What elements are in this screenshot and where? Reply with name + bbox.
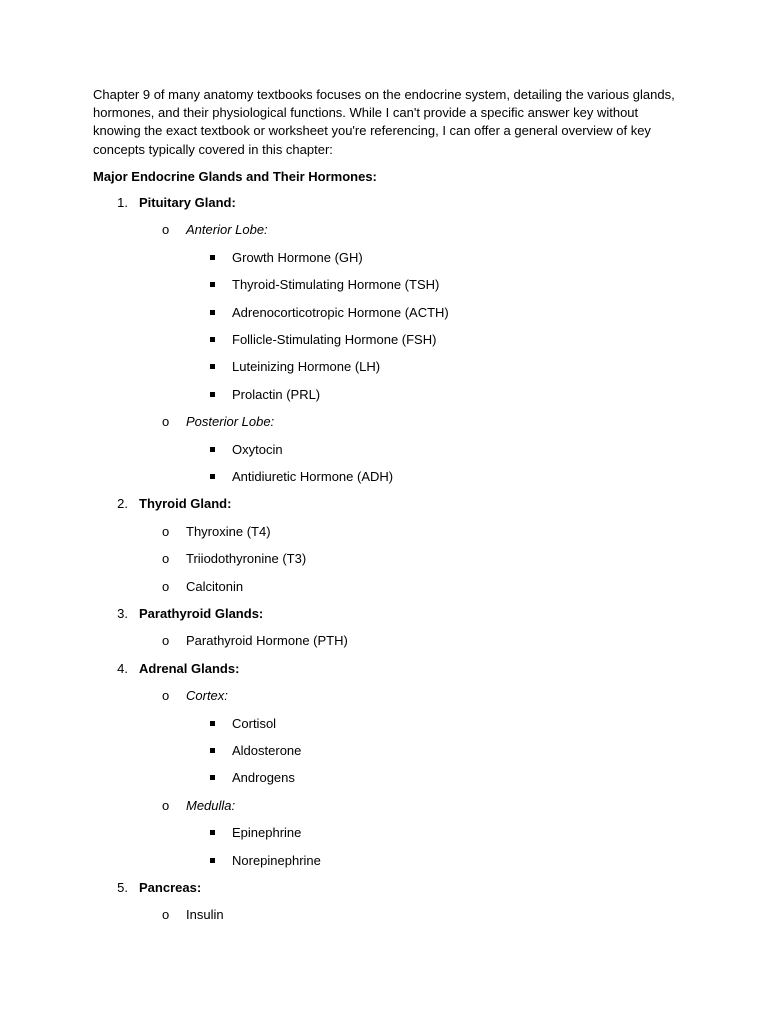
hormone-item: Thyroid-Stimulating Hormone (TSH)	[232, 277, 440, 293]
section-heading: Major Endocrine Glands and Their Hormones:	[93, 169, 377, 184]
square-bullet-icon	[210, 337, 215, 342]
square-bullet-icon	[210, 447, 215, 452]
square-bullet-icon	[210, 282, 215, 287]
hormone-item: Cortisol	[232, 715, 277, 731]
hormone-item: Follicle-Stimulating Hormone (FSH)	[232, 332, 437, 347]
square-bullet-icon	[210, 392, 215, 397]
hormone-item: Prolactin (PRL)	[232, 386, 321, 402]
hormone-item: Calcitonin	[186, 578, 244, 594]
list-number: 5.	[117, 880, 128, 895]
gland-name: Adrenal Glands:	[139, 660, 240, 676]
square-bullet-icon	[210, 364, 215, 369]
list-number: 3.	[117, 606, 128, 621]
circle-bullet-icon: o	[162, 907, 170, 923]
circle-bullet-icon: o	[162, 797, 170, 813]
gland-name: Parathyroid Glands:	[139, 606, 264, 621]
hormone-item: Thyroxine (T4)	[186, 523, 271, 539]
hormone-item: Androgens	[232, 770, 295, 786]
hormone-item: Epinephrine	[232, 825, 302, 841]
sub-section-label: Cortex:	[186, 688, 228, 704]
hormone-item: Adrenocorticotropic Hormone (ACTH)	[232, 304, 449, 320]
square-bullet-icon	[210, 474, 215, 479]
gland-name: Pancreas:	[139, 880, 202, 895]
hormone-item: Norepinephrine	[232, 852, 321, 868]
intro-paragraph: Chapter 9 of many anatomy textbooks focuses on the endocrine system, detailing the various glands, hormones, and their physiological functions. While I can't provide a specific answer key without knowing the exact textbook or worksheet you're referencing, I can offer a general overview of key concepts typically covered in this chapter:	[93, 87, 675, 157]
square-bullet-icon	[210, 775, 215, 780]
circle-bullet-icon: o	[162, 523, 170, 539]
square-bullet-icon	[210, 255, 215, 260]
circle-bullet-icon: o	[162, 633, 170, 649]
hormone-item: Aldosterone	[232, 743, 302, 758]
square-bullet-icon	[210, 748, 215, 753]
hormone-item: Parathyroid Hormone (PTH)	[186, 633, 348, 649]
hormone-item: Triiodothyronine (T3)	[186, 551, 307, 567]
hormone-item: Insulin	[186, 907, 224, 923]
hormone-item: Antidiuretic Hormone (ADH)	[232, 469, 394, 484]
square-bullet-icon	[210, 310, 215, 315]
square-bullet-icon	[210, 858, 215, 863]
circle-bullet-icon: o	[162, 551, 170, 567]
hormone-item: Luteinizing Hormone (LH)	[232, 359, 381, 375]
list-number: 4.	[117, 660, 128, 676]
sub-section-label: Posterior Lobe:	[186, 414, 275, 430]
circle-bullet-icon: o	[162, 578, 170, 594]
square-bullet-icon	[210, 830, 215, 835]
hormone-item: Growth Hormone (GH)	[232, 249, 363, 265]
gland-name: Thyroid Gland:	[139, 496, 232, 512]
hormone-item: Oxytocin	[232, 441, 283, 457]
list-number: 2.	[117, 496, 128, 512]
gland-name: Pituitary Gland:	[139, 195, 236, 210]
circle-bullet-icon: o	[162, 688, 170, 704]
sub-section-label: Anterior Lobe:	[186, 222, 268, 238]
circle-bullet-icon: o	[162, 414, 170, 430]
square-bullet-icon	[210, 721, 215, 726]
circle-bullet-icon: o	[162, 222, 170, 238]
list-number: 1.	[117, 195, 128, 210]
sub-section-label: Medulla:	[186, 797, 236, 813]
